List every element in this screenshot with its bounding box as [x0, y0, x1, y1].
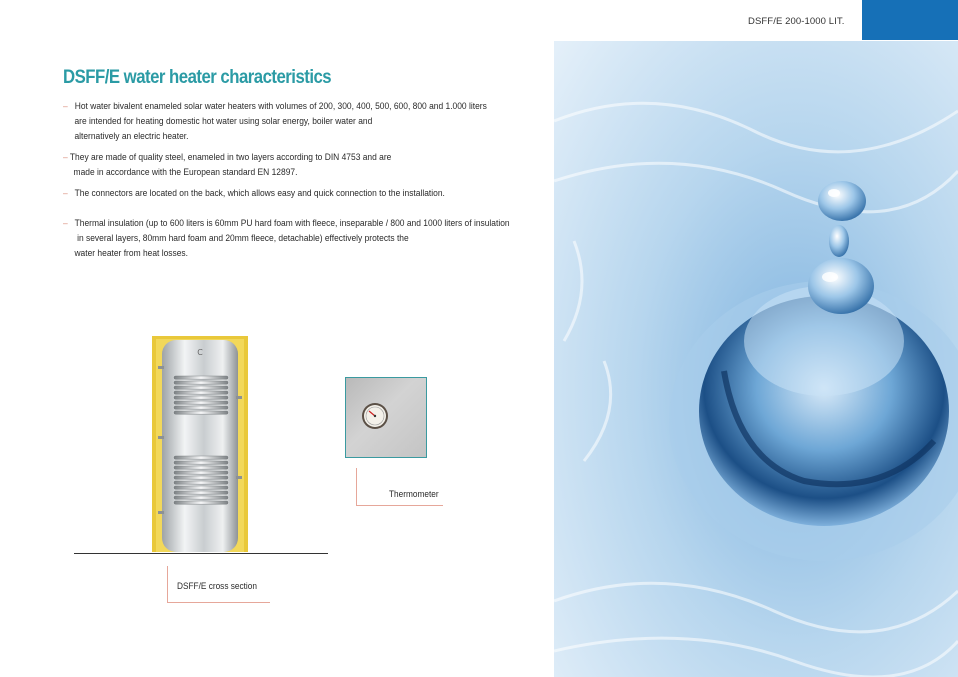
water-splash-image: [554, 41, 958, 677]
paragraph-line: in several layers, 80mm hard foam and 20mm fleece, detachable) effectively protects the: [77, 233, 409, 244]
paragraph-line: The connectors are located on the back, which allows easy and quick connection to the installation.: [74, 188, 445, 199]
bullet-dash: –: [63, 218, 68, 229]
caption-rule: [167, 566, 168, 602]
paragraph-line: alternatively an electric heater.: [74, 131, 189, 142]
svg-text:C: C: [197, 348, 203, 357]
paragraph-line: Hot water bivalent enameled solar water heaters with volumes of 200, 300, 400, 500, 600, 800 and 1.000 liters: [74, 101, 487, 112]
paragraph-line: They are made of quality steel, enameled in two layers according to DIN 4753 and are: [69, 152, 392, 163]
bullet-dash: –: [63, 188, 68, 199]
thermometer-image: [345, 377, 427, 458]
thermometer-caption: Thermometer: [389, 489, 439, 499]
paragraph-line: Thermal insulation (up to 600 liters is 60mm PU hard foam with fleece, inseparable / 800 and 1000 liters of insulation: [74, 218, 510, 229]
header-accent-tab: [862, 0, 958, 40]
paragraph-insulation: [63, 216, 510, 261]
tank-caption: DSFF/E cross section: [177, 581, 257, 591]
caption-rule: [167, 602, 270, 603]
paragraph-material: [63, 150, 391, 180]
paragraph-connectors: [63, 186, 445, 201]
caption-rule: [356, 505, 443, 506]
page-title: DSFF/E water heater characteristics: [63, 66, 332, 88]
tank-cross-section-image: [152, 336, 248, 552]
paragraph-line: water heater from heat losses.: [74, 248, 189, 259]
bullet-dash: –: [63, 152, 68, 163]
paragraph-volumes: [63, 99, 487, 144]
paragraph-line: are intended for heating domestic hot water using solar energy, boiler water and: [74, 116, 373, 127]
product-code: DSFF/E 200-1000 LIT.: [748, 16, 845, 27]
bullet-dash: –: [63, 101, 68, 112]
caption-rule: [356, 468, 357, 505]
paragraph-line: made in accordance with the European standard EN 12897.: [73, 167, 298, 178]
ground-line: [74, 553, 328, 554]
